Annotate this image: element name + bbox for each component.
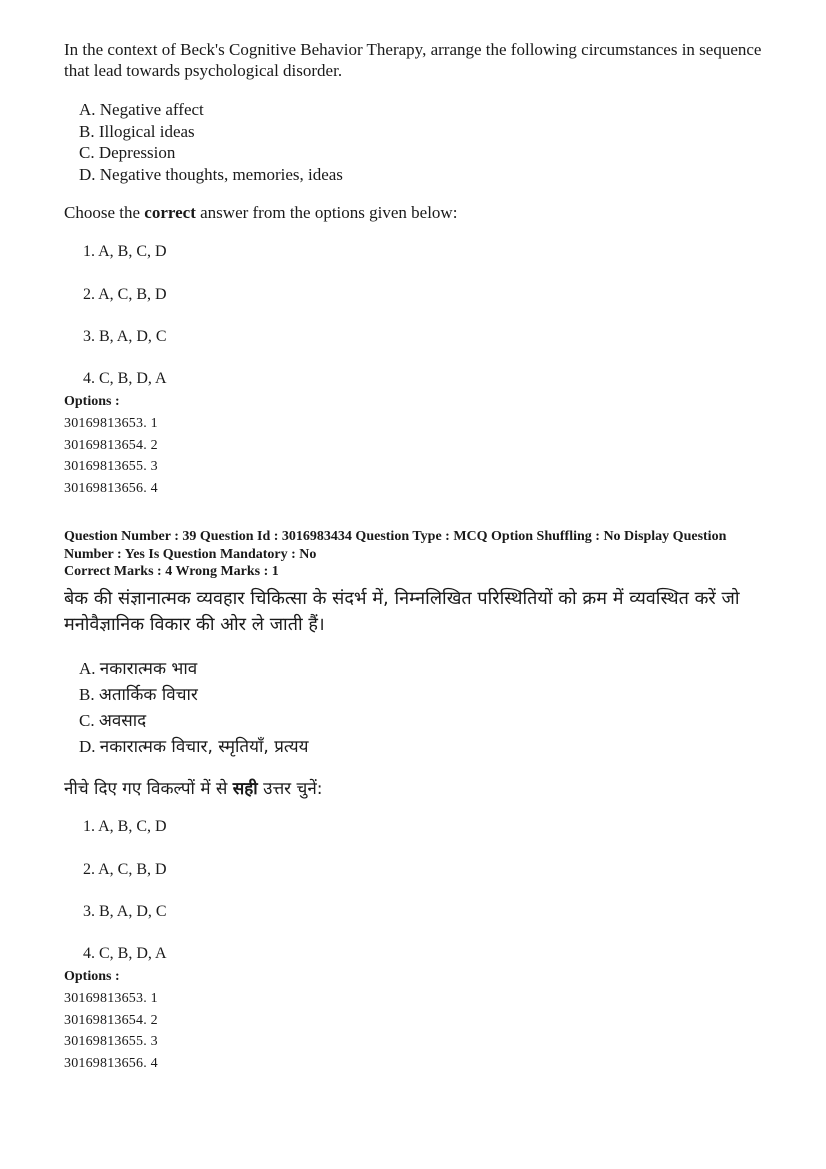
statement-b-hindi: B. अतार्किक विचार (79, 685, 198, 705)
statement-a: A. Negative affect (79, 100, 204, 119)
meta-line-2: Number : Yes Is Question Mandatory : No (64, 546, 317, 562)
emphasis-sahi: सही (232, 779, 258, 799)
answer-choice-4-hindi: 4. C, B, D, A (83, 945, 167, 962)
answer-choice-2-hindi: 2. A, C, B, D (83, 861, 167, 878)
question-meta (64, 528, 779, 581)
answer-choice-3-hindi: 3. B, A, D, C (83, 903, 167, 920)
option-id: 30169813653. 1 (64, 991, 158, 1006)
options-label: Options : (64, 969, 120, 984)
emphasis-correct: correct (144, 203, 196, 222)
statement-c: C. Depression (79, 143, 176, 162)
statement-d: D. Negative thoughts, memories, ideas (79, 164, 343, 184)
choose-instruction-english: Choose the correct answer from the options given below: (64, 203, 458, 222)
meta-line-3: Correct Marks : 4 Wrong Marks : 1 (64, 564, 279, 579)
answer-choice-1-hindi: 1. A, B, C, D (83, 818, 167, 835)
statement-c-hindi: C. अवसाद (79, 711, 147, 731)
answer-choice-1: 1. A, B, C, D (83, 243, 167, 260)
statement-list-english (79, 99, 343, 185)
option-id: 30169813655. 3 (64, 1034, 158, 1049)
statement-list-hindi (79, 656, 309, 760)
option-id: 30169813656. 4 (64, 1056, 158, 1071)
option-id: 30169813656. 4 (64, 481, 158, 496)
statement-d-hindi: D. नकारात्मक विचार, स्मृतियाँ, प्रत्यय (79, 737, 309, 757)
choose-instruction-hindi: नीचे दिए गए विकल्पों में से सही उत्तर चुनें: (64, 779, 323, 799)
question-text-hindi: बेक की संज्ञानात्मक व्यवहार चिकित्सा के संदर्भ में, निम्नलिखित परिस्थितियों को क्रम में व्यवस्थित करें जो मनोवैज्ञानिक विकार की ओर ले जाती हैं। (64, 588, 740, 635)
statement-a-hindi: A. नकारात्मक भाव (79, 659, 198, 679)
options-label: Options : (64, 394, 120, 409)
statement-b: B. Illogical ideas (79, 121, 195, 141)
option-id: 30169813655. 3 (64, 459, 158, 474)
option-id: 30169813653. 1 (64, 416, 158, 431)
option-id: 30169813654. 2 (64, 1013, 158, 1028)
answer-choice-3: 3. B, A, D, C (83, 328, 167, 345)
question-text-english: In the context of Beck's Cognitive Behavior Therapy, arrange the following circumstances in sequence that lead towards psychological disorder. (64, 40, 762, 80)
meta-line-1: Question Number : 39 Question Id : 3016983434 Question Type : MCQ Option Shuffling : No Display Question (64, 529, 727, 544)
answer-choice-2: 2. A, C, B, D (83, 286, 167, 303)
option-id: 30169813654. 2 (64, 438, 158, 453)
answer-choice-4: 4. C, B, D, A (83, 370, 167, 387)
